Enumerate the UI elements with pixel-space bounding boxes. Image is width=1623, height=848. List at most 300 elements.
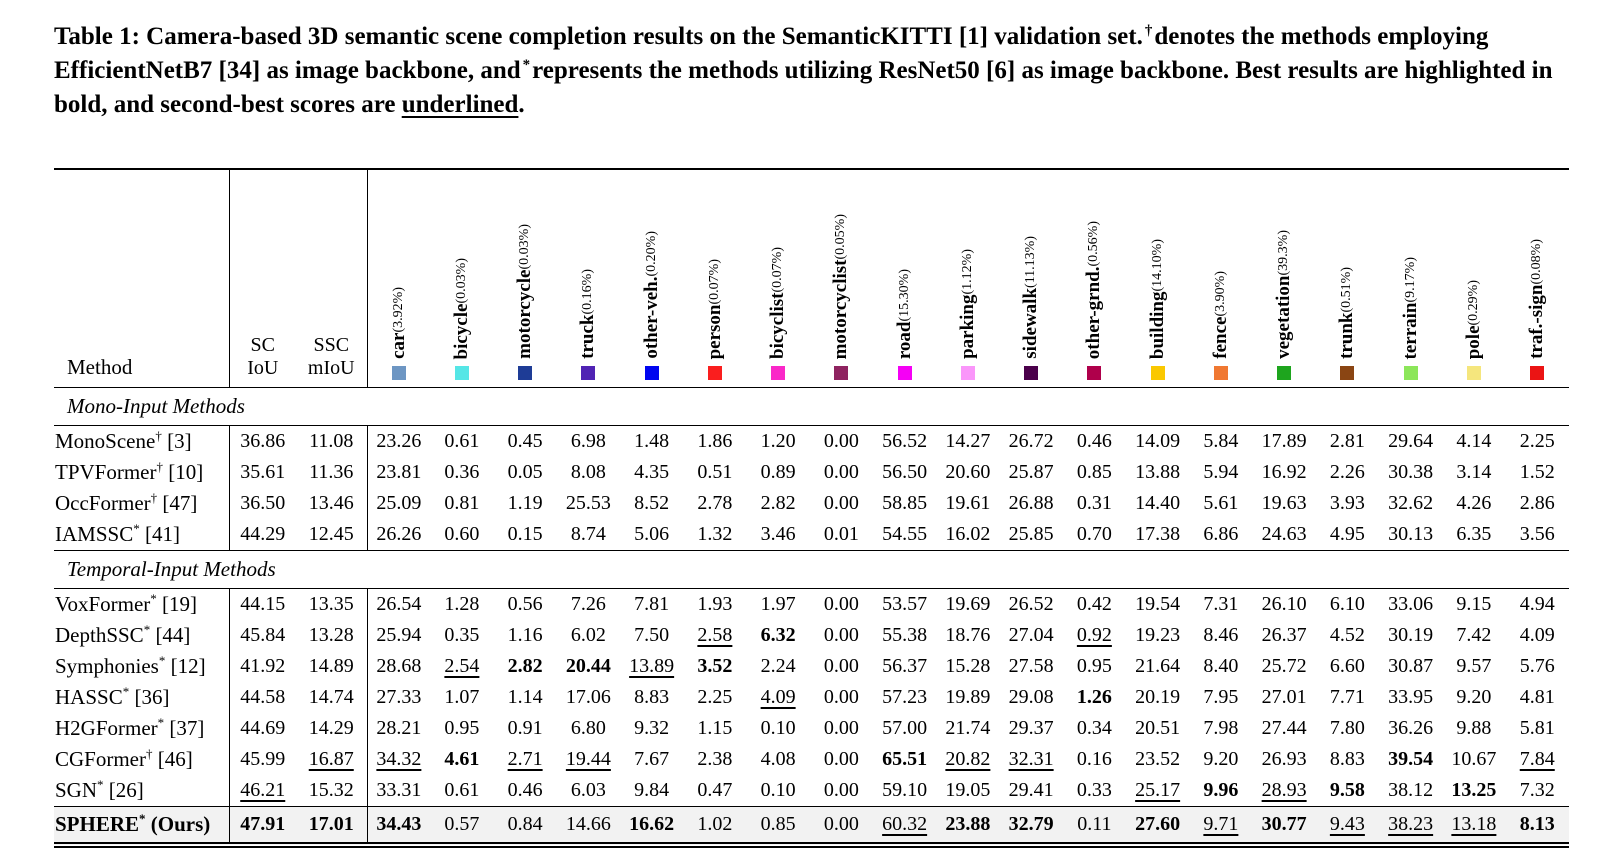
metric-cell: 0.89 (760, 461, 796, 483)
metric-cell: 7.42 (1456, 624, 1492, 646)
metric-cell: 19.89 (945, 686, 991, 708)
metric-cell: 14.89 (308, 655, 354, 677)
metric-cell: 32.62 (1388, 492, 1434, 514)
metric-cell: 0.84 (494, 807, 557, 846)
class-label-vegetation: vegetation(39.3%) (1273, 230, 1295, 359)
col-header-sidewalk (1000, 169, 1063, 388)
metric-cell: 3.93 (1329, 492, 1365, 514)
metric-cell: 25.53 (565, 492, 611, 514)
metric-cell: 20.51 (1135, 717, 1181, 739)
metric-cell: 4.52 (1329, 624, 1365, 646)
metric-cell: 9.20 (1203, 748, 1239, 770)
metric-cell: 0.00 (823, 686, 859, 708)
metric-cell: 1.48 (634, 430, 670, 452)
asterisk-marker: * (157, 715, 165, 730)
metric-cell: 0.42 (1076, 593, 1112, 615)
sidewalk-color-swatch (1024, 366, 1038, 380)
metric-cell: 27.60 (1126, 807, 1189, 846)
metric-cell: 1.02 (683, 807, 746, 846)
metric-cell: 30.13 (1388, 523, 1434, 545)
class-label-pole: pole(0.29%) (1462, 279, 1484, 359)
metric-cell: 9.57 (1456, 655, 1492, 677)
metric-cell: 8.40 (1203, 655, 1239, 677)
metric-cell: 4.08 (760, 748, 796, 770)
dagger-symbol: † (1144, 22, 1153, 39)
method-cell: SPHERE* (Ours) (54, 807, 229, 846)
metric-cell: 44.58 (229, 682, 296, 713)
table-row-tpvformer (54, 457, 1569, 488)
metric-cell: 5.94 (1203, 461, 1239, 483)
metric-cell: 0.35 (444, 624, 480, 646)
metric-cell: 30.77 (1253, 807, 1316, 846)
metric-cell: 0.10 (760, 779, 796, 801)
road-color-swatch (898, 366, 912, 380)
metric-cell: 13.89 (629, 655, 675, 677)
table-row-sphere (54, 807, 1569, 846)
metric-cell: 3.46 (760, 523, 796, 545)
metric-cell: 17.01 (296, 807, 367, 846)
metric-cell: 26.37 (1261, 624, 1307, 646)
bicyclist-color-swatch (771, 366, 785, 380)
metric-cell: 45.84 (229, 620, 296, 651)
metric-cell: 36.50 (229, 488, 296, 519)
dagger-marker: † (155, 428, 162, 443)
metric-cell: 29.37 (1008, 717, 1054, 739)
class-label-person: person(0.07%) (703, 258, 725, 359)
metric-cell: 0.05 (507, 461, 543, 483)
metric-cell: 17.38 (1135, 523, 1181, 545)
metric-cell: 0.81 (444, 492, 480, 514)
metric-cell: 54.55 (882, 523, 928, 545)
header-row (54, 169, 1569, 388)
metric-cell: 19.69 (945, 593, 991, 615)
col-header-person (683, 169, 746, 388)
metric-cell: 46.21 (229, 775, 296, 807)
metric-cell: 2.24 (760, 655, 796, 677)
metric-cell: 0.01 (823, 523, 859, 545)
method-cell: HASSC* [36] (55, 684, 170, 709)
terrain-color-swatch (1404, 366, 1418, 380)
asterisk-marker: * (150, 591, 157, 606)
metric-cell: 0.95 (1076, 655, 1112, 677)
metric-cell: 16.62 (620, 807, 683, 846)
metric-cell: 11.08 (309, 430, 354, 452)
metric-cell: 7.32 (1519, 779, 1555, 801)
traf-sign-color-swatch (1530, 366, 1544, 380)
col-header-bicycle (430, 169, 493, 388)
metric-cell: 1.52 (1519, 461, 1555, 483)
col-header-car (367, 169, 430, 388)
table-row-depthssc (54, 620, 1569, 651)
metric-cell: 26.72 (1008, 430, 1054, 452)
col-header-traf-sign (1506, 169, 1570, 388)
metric-cell: 19.54 (1135, 593, 1181, 615)
metric-cell: 3.52 (697, 655, 733, 677)
metric-cell: 45.99 (229, 744, 296, 775)
metric-cell: 20.44 (565, 655, 611, 677)
metric-cell: 44.69 (229, 713, 296, 744)
caption-underlined-word: underlined (401, 91, 519, 118)
metric-cell: 0.70 (1076, 523, 1112, 545)
metric-cell: 29.41 (1008, 779, 1054, 801)
method-cell: OccFormer† [47] (55, 490, 198, 515)
dagger-marker: † (156, 459, 163, 474)
metric-cell: 7.81 (634, 593, 670, 615)
metric-cell: 17.89 (1261, 430, 1307, 452)
class-label-trunk: trunk(0.51%) (1336, 267, 1358, 359)
class-label-other-veh: other-veh.(0.20%) (640, 231, 662, 359)
dagger-marker: † (146, 746, 153, 761)
metric-cell: 3.14 (1456, 461, 1492, 483)
metric-cell: 35.61 (229, 457, 296, 488)
metric-cell: 25.85 (1008, 523, 1054, 545)
metric-cell: 4.81 (1519, 686, 1555, 708)
metric-cell: 28.68 (367, 651, 430, 682)
metric-cell: 9.15 (1456, 593, 1492, 615)
metric-cell: 29.08 (1008, 686, 1054, 708)
metric-cell: 0.45 (507, 430, 543, 452)
metric-cell: 2.54 (444, 655, 480, 677)
table-row-occformer (54, 488, 1569, 519)
metric-cell: 0.36 (444, 461, 480, 483)
metric-cell: 4.26 (1456, 492, 1492, 514)
metric-cell: 13.35 (308, 593, 354, 615)
metric-cell: 59.10 (882, 779, 928, 801)
metric-cell: 0.10 (760, 717, 796, 739)
col-header-road (873, 169, 936, 388)
metric-cell: 0.85 (1076, 461, 1112, 483)
metric-cell: 39.54 (1388, 748, 1434, 770)
metric-cell: 0.46 (507, 779, 543, 801)
table-body (54, 388, 1569, 846)
table-row-iamssc (54, 519, 1569, 551)
col-header-vegetation (1253, 169, 1316, 388)
metric-cell: 0.60 (444, 523, 480, 545)
metric-cell: 5.81 (1519, 717, 1555, 739)
metric-cell: 18.76 (945, 624, 991, 646)
metric-cell: 14.29 (308, 717, 354, 739)
metric-cell: 27.44 (1261, 717, 1307, 739)
class-label-motorcycle: motorcycle(0.03%) (514, 224, 536, 359)
metric-cell: 0.91 (507, 717, 543, 739)
metric-cell: 14.40 (1135, 492, 1181, 514)
metric-cell: 60.32 (873, 807, 936, 846)
metric-cell: 9.84 (634, 779, 670, 801)
metric-cell: 23.26 (367, 426, 430, 458)
metric-cell: 56.37 (882, 655, 928, 677)
metric-cell: 1.32 (697, 523, 733, 545)
metric-cell: 0.33 (1076, 779, 1112, 801)
metric-cell: 0.51 (697, 461, 733, 483)
metric-cell: 27.01 (1261, 686, 1307, 708)
metric-cell: 26.26 (367, 519, 430, 551)
method-cell: H2GFormer* [37] (55, 715, 205, 740)
col-header-method: Method (54, 169, 229, 388)
metric-cell: 0.46 (1076, 430, 1112, 452)
metric-cell: 0.11 (1063, 807, 1126, 846)
metric-cell: 9.88 (1456, 717, 1492, 739)
metric-cell: 19.44 (565, 748, 611, 770)
metric-cell: 0.00 (823, 593, 859, 615)
metric-cell: 4.35 (634, 461, 670, 483)
section-row (54, 551, 1569, 589)
metric-cell: 30.38 (1388, 461, 1434, 483)
metric-cell: 25.94 (367, 620, 430, 651)
metric-cell: 5.76 (1519, 655, 1555, 677)
metric-cell: 5.84 (1203, 430, 1239, 452)
metric-cell: 6.98 (570, 430, 606, 452)
class-label-traf-sign: traf.-sign(0.08%) (1526, 239, 1548, 359)
class-label-road: road(15.30%) (893, 268, 915, 359)
method-cell: SGN* [26] (55, 777, 144, 802)
metric-cell: 4.61 (444, 748, 480, 770)
metric-cell: 0.00 (823, 655, 859, 677)
metric-cell: 34.43 (367, 807, 430, 846)
metric-cell: 13.88 (1135, 461, 1181, 483)
metric-cell: 33.95 (1388, 686, 1434, 708)
metric-cell: 9.20 (1456, 686, 1492, 708)
metric-cell: 14.74 (308, 686, 354, 708)
method-cell: CGFormer† [46] (55, 746, 193, 771)
metric-cell: 2.81 (1329, 430, 1365, 452)
metric-cell: 0.16 (1076, 748, 1112, 770)
caption-text-1: Table 1: Camera-based 3D semantic scene completion results on the SemanticKITTI [1] validation set. (54, 23, 1143, 50)
col-header-ssc-miou (296, 169, 367, 388)
sc-header-line2: IoU (247, 357, 279, 379)
metric-cell: 7.98 (1203, 717, 1239, 739)
metric-cell: 4.14 (1456, 430, 1492, 452)
fence-color-swatch (1214, 366, 1228, 380)
ssc-header-line2: mIoU (307, 357, 355, 379)
method-cell: VoxFormer* [19] (55, 591, 198, 616)
class-label-truck: truck(0.16%) (577, 269, 599, 359)
metric-cell: 8.46 (1203, 624, 1239, 646)
col-header-terrain (1379, 169, 1442, 388)
metric-cell: 1.16 (507, 624, 543, 646)
trunk-color-swatch (1340, 366, 1354, 380)
metric-cell: 23.81 (367, 457, 430, 488)
metric-cell: 7.26 (570, 593, 606, 615)
metric-cell: 0.56 (507, 593, 543, 615)
section-label: Mono-Input Methods (54, 388, 1569, 426)
metric-cell: 9.43 (1316, 807, 1379, 846)
metric-cell: 38.23 (1379, 807, 1442, 846)
metric-cell: 15.28 (945, 655, 991, 677)
metric-cell: 2.26 (1329, 461, 1365, 483)
metric-cell: 25.09 (367, 488, 430, 519)
metric-cell: 2.71 (507, 748, 543, 770)
metric-cell: 0.00 (823, 748, 859, 770)
metric-cell: 0.47 (697, 779, 733, 801)
table-row-cgformer (54, 744, 1569, 775)
metric-cell: 0.00 (823, 430, 859, 452)
metric-cell: 32.31 (1008, 748, 1054, 770)
metric-cell: 0.00 (823, 624, 859, 646)
col-header-parking (936, 169, 999, 388)
metric-cell: 65.51 (882, 748, 928, 770)
truck-color-swatch (581, 366, 595, 380)
metric-cell: 21.64 (1135, 655, 1181, 677)
asterisk-symbol: * (522, 56, 531, 73)
metric-cell: 0.95 (444, 717, 480, 739)
metric-cell: 12.45 (308, 523, 354, 545)
metric-cell: 9.32 (634, 717, 670, 739)
col-header-other-grnd (1063, 169, 1126, 388)
metric-cell: 0.85 (747, 807, 810, 846)
metric-cell: 1.07 (444, 686, 480, 708)
metric-cell: 0.15 (507, 523, 543, 545)
metric-cell: 21.74 (945, 717, 991, 739)
table-row-symphonies (54, 651, 1569, 682)
col-header-fence (1189, 169, 1252, 388)
metric-cell: 16.87 (308, 748, 354, 770)
asterisk-marker: * (133, 521, 140, 536)
metric-cell: 0.34 (1076, 717, 1112, 739)
metric-cell: 27.33 (367, 682, 430, 713)
table-row-monoscene (54, 426, 1569, 458)
method-cell: IAMSSC* [41] (55, 521, 180, 546)
metric-cell: 0.61 (444, 430, 480, 452)
asterisk-marker: * (139, 811, 146, 826)
bicycle-color-swatch (455, 366, 469, 380)
metric-cell: 36.86 (229, 426, 296, 458)
metric-cell: 14.27 (945, 430, 991, 452)
metric-cell: 2.25 (1519, 430, 1555, 452)
metric-cell: 6.02 (570, 624, 606, 646)
metric-cell: 17.06 (565, 686, 611, 708)
metric-cell: 25.17 (1135, 779, 1181, 801)
metric-cell: 4.09 (760, 686, 796, 708)
metric-cell: 2.38 (697, 748, 733, 770)
asterisk-marker: * (158, 653, 166, 668)
metric-cell: 7.31 (1203, 593, 1239, 615)
metric-cell: 7.71 (1329, 686, 1365, 708)
metric-cell: 32.79 (1000, 807, 1063, 846)
metric-cell: 4.95 (1329, 523, 1365, 545)
metric-cell: 8.13 (1506, 807, 1570, 846)
table-row-sgn (54, 775, 1569, 807)
metric-cell: 0.31 (1076, 492, 1112, 514)
person-color-swatch (708, 366, 722, 380)
motorcyclist-color-swatch (834, 366, 848, 380)
metric-cell: 1.93 (697, 593, 733, 615)
car-color-swatch (392, 366, 406, 380)
metric-cell: 6.32 (760, 624, 796, 646)
metric-cell: 7.67 (634, 748, 670, 770)
class-label-terrain: terrain(9.17%) (1399, 256, 1421, 359)
metric-cell: 0.92 (1076, 624, 1112, 646)
class-label-bicyclist: bicyclist(0.07%) (767, 247, 789, 359)
pole-color-swatch (1467, 366, 1481, 380)
metric-cell: 2.82 (507, 655, 543, 677)
metric-cell: 38.12 (1388, 779, 1434, 801)
class-label-car: car(3.92%) (387, 287, 409, 359)
class-label-bicycle: bicycle(0.03%) (450, 257, 472, 359)
metric-cell: 53.57 (882, 593, 928, 615)
metric-cell: 27.04 (1008, 624, 1054, 646)
metric-cell: 0.00 (823, 492, 859, 514)
metric-cell: 26.10 (1261, 593, 1307, 615)
metric-cell: 6.60 (1329, 655, 1365, 677)
metric-cell: 0.00 (823, 717, 859, 739)
metric-cell: 30.19 (1388, 624, 1434, 646)
metric-cell: 29.64 (1388, 430, 1434, 452)
metric-cell: 13.28 (308, 624, 354, 646)
metric-cell: 1.14 (507, 686, 543, 708)
metric-cell: 20.82 (945, 748, 991, 770)
method-cell: TPVFormer† [10] (55, 459, 204, 484)
metric-cell: 16.02 (945, 523, 991, 545)
results-table (54, 168, 1569, 848)
metric-cell: 6.03 (570, 779, 606, 801)
table-row-hassc (54, 682, 1569, 713)
metric-cell: 19.61 (945, 492, 991, 514)
table-caption (54, 20, 1569, 122)
metric-cell: 13.18 (1442, 807, 1505, 846)
col-header-pole (1442, 169, 1505, 388)
method-cell: Symphonies* [12] (55, 653, 206, 678)
metric-cell: 30.87 (1388, 655, 1434, 677)
metric-cell: 8.83 (1329, 748, 1365, 770)
metric-cell: 13.25 (1451, 779, 1497, 801)
class-label-other-grnd: other-grnd.(0.56%) (1083, 220, 1105, 359)
metric-cell: 7.80 (1329, 717, 1365, 739)
metric-cell: 2.82 (760, 492, 796, 514)
table-row-h2gformer (54, 713, 1569, 744)
metric-cell: 3.56 (1519, 523, 1555, 545)
metric-cell: 57.00 (882, 717, 928, 739)
class-label-motorcyclist: motorcyclist(0.05%) (830, 213, 852, 359)
class-label-parking: parking(1.12%) (956, 249, 978, 359)
metric-cell: 6.80 (570, 717, 606, 739)
caption-text-3: represents the methods utilizing ResNet50 [6] as image backbone. Best results are highlighted in bold, and second-best scores are (54, 57, 1553, 118)
col-header-trunk (1316, 169, 1379, 388)
building-color-swatch (1151, 366, 1165, 380)
metric-cell: 27.58 (1008, 655, 1054, 677)
caption-text-4: . (518, 91, 525, 118)
metric-cell: 7.95 (1203, 686, 1239, 708)
col-header-motorcyclist (810, 169, 873, 388)
ssc-header-line1: SSC (313, 334, 350, 356)
metric-cell: 41.92 (229, 651, 296, 682)
method-cell: MonoScene† [3] (55, 428, 192, 453)
metric-cell: 4.09 (1519, 624, 1555, 646)
metric-cell: 15.32 (308, 779, 354, 801)
metric-cell: 9.96 (1203, 779, 1239, 801)
metric-cell: 0.57 (430, 807, 493, 846)
metric-cell: 26.54 (367, 589, 430, 621)
metric-cell: 6.35 (1456, 523, 1492, 545)
metric-cell: 1.19 (507, 492, 543, 514)
metric-cell: 0.00 (823, 779, 859, 801)
class-label-fence: fence(3.90%) (1209, 271, 1231, 359)
col-header-other-veh (620, 169, 683, 388)
parking-color-swatch (961, 366, 975, 380)
metric-cell: 57.23 (882, 686, 928, 708)
metric-cell: 2.58 (697, 624, 733, 646)
section-label: Temporal-Input Methods (54, 551, 1569, 589)
motorcycle-color-swatch (518, 366, 532, 380)
section-row (54, 388, 1569, 426)
col-header-sc-iou (229, 169, 296, 388)
metric-cell: 8.08 (570, 461, 606, 483)
caption-text-2: denotes the methods employing EfficientNetB7 [34] as image backbone, and (54, 23, 1489, 84)
col-header-motorcycle (494, 169, 557, 388)
asterisk-marker: * (97, 777, 104, 792)
metric-cell: 1.97 (760, 593, 796, 615)
metric-cell: 9.71 (1189, 807, 1252, 846)
metric-cell: 14.09 (1135, 430, 1181, 452)
